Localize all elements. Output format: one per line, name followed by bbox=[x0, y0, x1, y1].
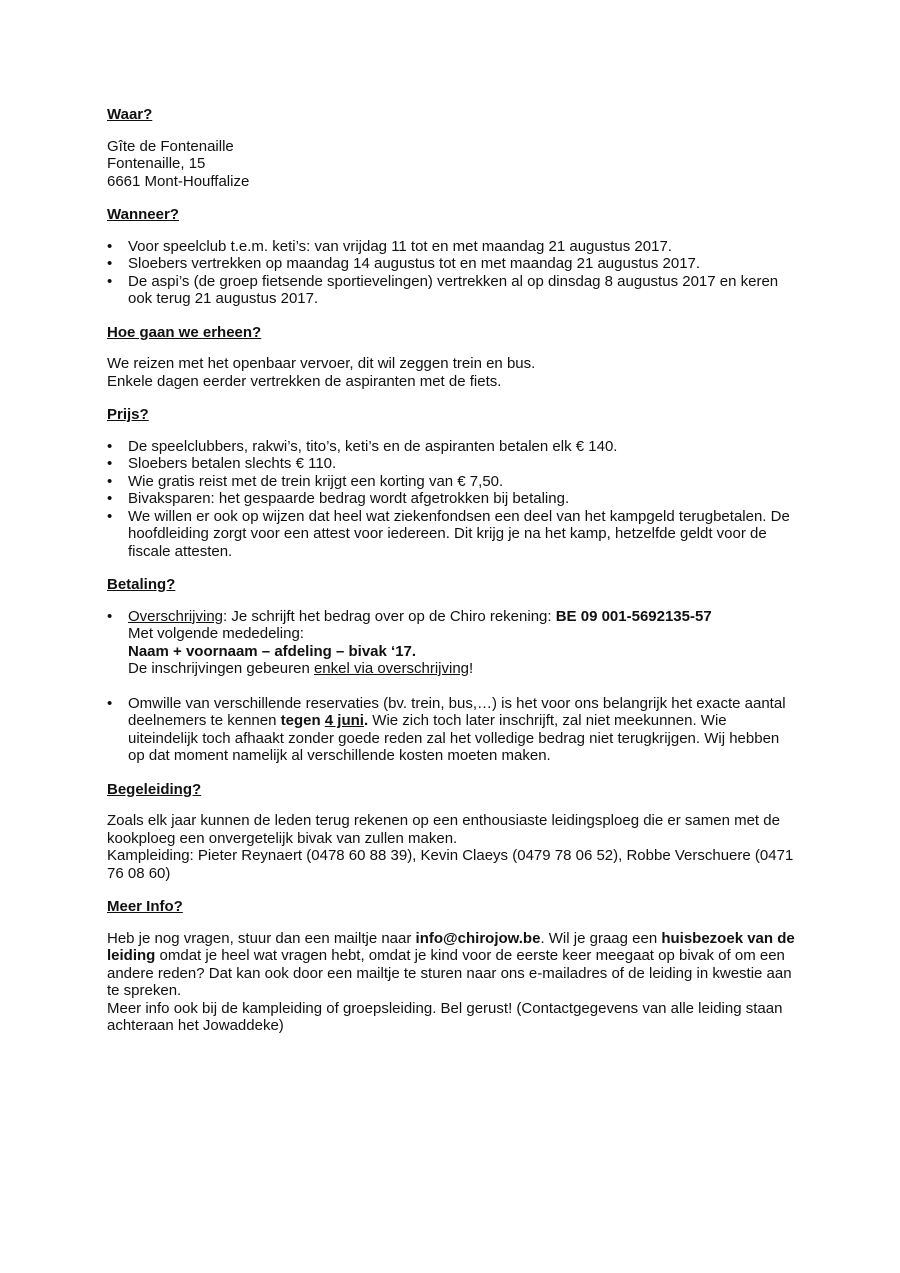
paragraph-line: Heb je nog vragen, stuur dan een mailtje naar info@chirojow.be. Wil je graag een huisbezoek van de leiding omdat je heel wat vragen hebt, omdat je kind voor de eerste keer meegaat op bivak of om een andere reden? Dat kan ook door een mailtje te sturen naar ons e-mailadres of de leiding in kwestie aan te spreken. bbox=[107, 929, 795, 999]
section-prijs bbox=[107, 406, 797, 560]
overschrijving-text: : Je schrijft het bedrag over op de Chiro rekening: bbox=[223, 607, 556, 625]
heading-begeleiding: Begeleiding? bbox=[107, 780, 202, 798]
list-item: • De speelclubbers, rakwi’s, tito’s, keti’s en de aspiranten betalen elk € 140. bbox=[107, 438, 797, 456]
heading-prijs: Prijs? bbox=[107, 406, 149, 423]
overschrijving-line bbox=[128, 608, 797, 626]
address-line: Gîte de Fontenaille bbox=[107, 137, 234, 155]
paragraph-line: Enkele dagen eerder vertrekken de aspiranten met de fiets. bbox=[107, 372, 502, 390]
list-item: • Wie gratis reist met de trein krijgt een korting van € 7,50. bbox=[107, 473, 797, 491]
section-betaling bbox=[107, 576, 797, 765]
list-item: • Sloebers vertrekken op maandag 14 augustus tot en met maandag 21 augustus 2017. bbox=[107, 255, 797, 273]
list-item: • We willen er ook op wijzen dat heel wat ziekenfondsen een deel van het kampgeld terugbetalen. De hoofdleiding zorgt voor een attest voor iedereen. Dit krijg je na het kamp, hetzelfde geldt voor de fiscale attesten. bbox=[107, 508, 797, 561]
paragraph-line: Zoals elk jaar kunnen de leden terug rekenen op een enthousiaste leidingsploeg die er samen met de kookploeg een onvergetelijk bivak van zullen maken. bbox=[107, 812, 780, 847]
heading-waar: Waar? bbox=[107, 106, 153, 123]
heading-meer-info: Meer Info? bbox=[107, 898, 183, 915]
list-item: • Bivaksparen: het gespaarde bedrag wordt afgetrokken bij betaling. bbox=[107, 490, 797, 508]
list-item-reservaties: • Omwille van verschillende reservaties (bv. trein, bus,…) is het voor ons belangrijk het exacte aantal deelnemers te kennen tegen 4 juni. Wie zich toch later inschrijft, zal niet meekunnen. Wie uiteindelijk toch afhaakt zonder goede reden zal het volledige bedrag niet terugkrijgen. Wij hebben op dat moment namelijk al verschillende kosten moeten maken. bbox=[107, 695, 797, 765]
spacer bbox=[128, 678, 797, 695]
inschrijving-note: De inschrijvingen gebeuren enkel via overschrijving! bbox=[128, 660, 474, 677]
mededeling-text: Naam + voornaam – afdeling – bivak ‘17. bbox=[128, 642, 417, 660]
paragraph-line: Meer info ook bij de kampleiding of groepsleiding. Bel gerust! (Contactgegevens van alle leiding staan achteraan het Jowaddeke) bbox=[107, 999, 783, 1034]
prijs-list bbox=[107, 438, 797, 561]
document-page bbox=[107, 106, 797, 1051]
section-begeleiding bbox=[107, 781, 797, 883]
paragraph-line: We reizen met het openbaar vervoer, dit wil zeggen trein en bus. bbox=[107, 355, 536, 372]
mededeling-label: Met volgende mededeling: bbox=[128, 625, 304, 642]
overschrijving-label: Overschrijving bbox=[128, 607, 224, 625]
deadline: tegen 4 juni. bbox=[280, 712, 369, 729]
list-item: • Voor speelclub t.e.m. keti’s: van vrijdag 11 tot en met maandag 21 augustus 2017. bbox=[107, 238, 797, 256]
huisbezoek-text: huisbezoek van de leiding bbox=[107, 929, 795, 964]
enkel-via-overschrijving: enkel via overschrijving bbox=[313, 660, 470, 677]
list-item: • Sloebers betalen slechts € 110. bbox=[107, 455, 797, 473]
section-waar bbox=[107, 106, 797, 190]
section-wanneer bbox=[107, 206, 797, 308]
list-item-overschrijving bbox=[107, 608, 797, 695]
heading-hoe: Hoe gaan we erheen? bbox=[107, 323, 262, 341]
betaling-list bbox=[107, 608, 797, 765]
section-meer-info bbox=[107, 898, 797, 1035]
wanneer-list bbox=[107, 238, 797, 308]
section-hoe bbox=[107, 324, 797, 391]
heading-wanneer: Wanneer? bbox=[107, 206, 179, 223]
list-item: • De aspi’s (de groep fietsende sportievelingen) vertrekken al op dinsdag 8 augustus 2017 en keren ook terug 21 augustus 2017. bbox=[107, 273, 797, 308]
kampleiding-line: Kampleiding: Pieter Reynaert (0478 60 88 39), Kevin Claeys (0479 78 06 52), Robbe Verschuere (0471 76 08 60) bbox=[107, 847, 794, 882]
account-number: BE 09 001-5692135-57 bbox=[555, 607, 712, 625]
heading-betaling: Betaling? bbox=[107, 576, 176, 593]
address-line: 6661 Mont-Houffalize bbox=[107, 172, 250, 190]
address-line: Fontenaille, 15 bbox=[107, 155, 206, 172]
email-address: info@chirojow.be bbox=[415, 929, 541, 947]
